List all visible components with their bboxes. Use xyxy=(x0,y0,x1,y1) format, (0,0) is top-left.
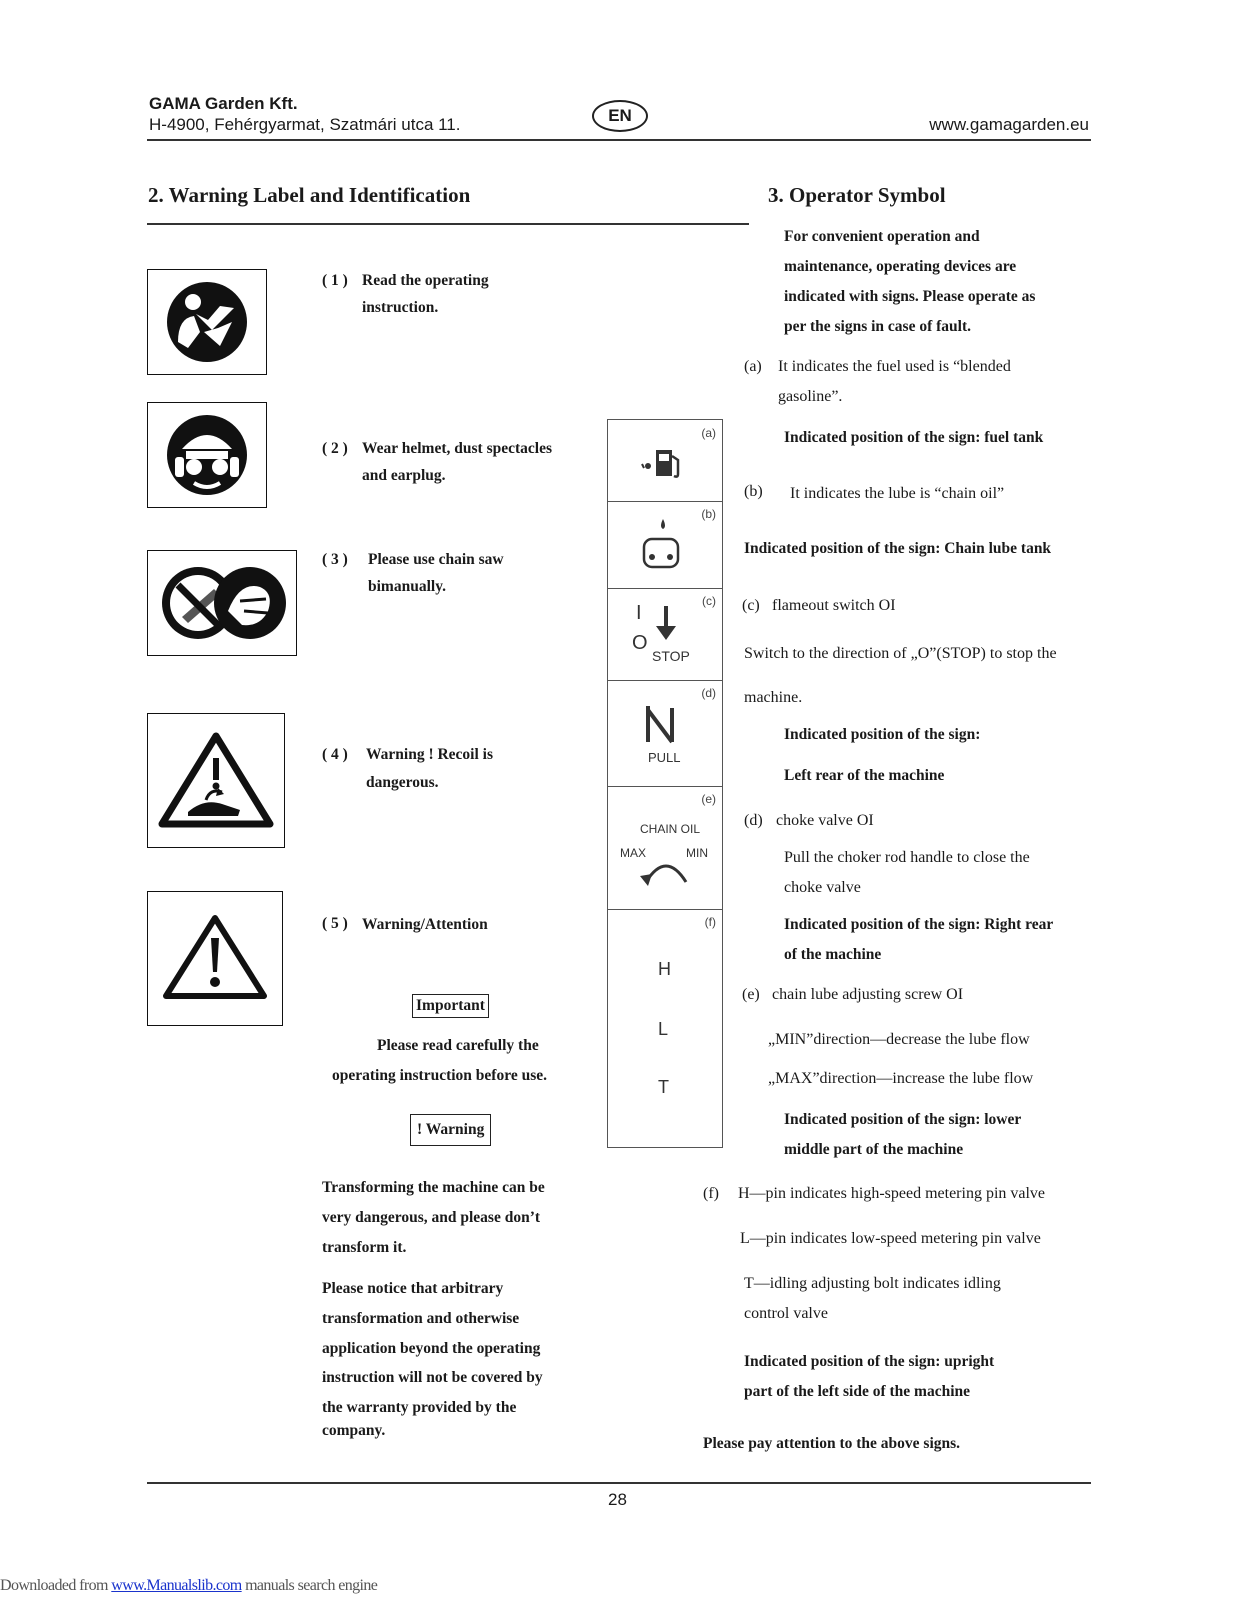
max-text: MAX xyxy=(620,846,647,860)
choke-n-icon xyxy=(644,704,678,744)
down-arrow-icon xyxy=(654,604,678,644)
symbol-f-tag: (f) xyxy=(704,915,716,929)
item-c-label: (c) xyxy=(742,597,760,614)
important-label: Important xyxy=(412,994,489,1018)
label-4-number: ( 4 ) xyxy=(322,746,348,763)
notice-text-3: application beyond the operating xyxy=(322,1340,541,1357)
item-d-pull-2: choke valve xyxy=(784,879,861,896)
item-e-position-2: middle part of the machine xyxy=(784,1141,964,1158)
warning-triangle-icon xyxy=(147,891,283,1026)
h-pin-text: H xyxy=(658,959,671,979)
item-f-h: H—pin indicates high-speed metering pin valve xyxy=(738,1185,1046,1202)
symbol-b-chain-oil xyxy=(608,501,722,589)
item-c-position-1: Indicated position of the sign: xyxy=(784,726,981,743)
label-4-line1: Warning ! Recoil is xyxy=(366,746,494,763)
footer-rule xyxy=(147,1482,1091,1484)
helmet-goggles-earmuffs-icon xyxy=(147,402,267,508)
item-d-position-1: Indicated position of the sign: Right rear xyxy=(784,916,1054,933)
symbol-c-stop-switch xyxy=(608,588,722,681)
label-5-number: ( 5 ) xyxy=(322,915,348,932)
item-d-label: (d) xyxy=(744,812,763,829)
header-rule xyxy=(147,139,1091,141)
item-e-position-1: Indicated position of the sign: lower xyxy=(784,1111,1022,1128)
kickback-warning-icon xyxy=(147,713,285,848)
switch-o-text: O xyxy=(632,632,648,654)
label-3-line1: Please use chain saw xyxy=(368,551,504,568)
item-a-position: Indicated position of the sign: fuel tank xyxy=(784,429,1044,446)
notice-text-2: transformation and otherwise xyxy=(322,1310,520,1327)
label-2-line2: and earplug. xyxy=(362,467,446,484)
item-c-text: flameout switch OI xyxy=(772,597,896,614)
label-2-number: ( 2 ) xyxy=(322,440,348,457)
symbol-d-choke-pull xyxy=(608,680,722,787)
symbol-b-tag: (b) xyxy=(701,507,716,521)
symbol-c-tag: (c) xyxy=(702,594,716,608)
intro-line-1: For convenient operation and xyxy=(784,228,980,245)
t-pin-text: T xyxy=(658,1077,669,1097)
intro-line-2: maintenance, operating devices are xyxy=(784,258,1017,275)
item-f-position-2: part of the left side of the machine xyxy=(744,1383,970,1400)
item-b-text: It indicates the lube is “chain oil” xyxy=(790,485,1005,502)
item-f-l: L—pin indicates low-speed metering pin valve xyxy=(740,1230,1041,1247)
symbol-e-tag: (e) xyxy=(701,792,716,806)
label-2-line1: Wear helmet, dust spectacles xyxy=(362,440,552,457)
symbol-e-chain-oil-flow xyxy=(608,786,722,910)
warning-text-2: very dangerous, and please don’t xyxy=(322,1209,541,1226)
chain-oil-text: CHAIN OIL xyxy=(640,822,701,836)
item-f-label: (f) xyxy=(703,1185,719,1202)
company-website: www.gamagarden.eu xyxy=(929,115,1089,134)
read-manual-icon xyxy=(147,269,267,375)
item-a-text-2: gasoline”. xyxy=(778,388,843,405)
l-pin-text: L xyxy=(658,1019,669,1039)
item-e-label: (e) xyxy=(742,986,760,1003)
download-suffix: manuals search engine xyxy=(245,1577,378,1594)
important-text-2: operating instruction before use. xyxy=(332,1067,547,1084)
label-5-line1: Warning/Attention xyxy=(362,916,488,933)
section2-rule xyxy=(147,223,749,225)
language-badge: EN xyxy=(592,100,648,132)
symbol-f-carburetor-pins xyxy=(608,909,722,1147)
item-a-label: (a) xyxy=(744,358,762,375)
notice-text-4: instruction will not be covered by xyxy=(322,1369,543,1386)
item-d-position-2: of the machine xyxy=(784,946,882,963)
section3-title: 3. Operator Symbol xyxy=(768,183,946,207)
company-address: H-4900, Fehérgyarmat, Szatmári utca 11. xyxy=(149,115,461,134)
stop-text: STOP xyxy=(652,648,690,664)
manualslib-link[interactable]: www.Manualslib.com xyxy=(111,1577,242,1594)
symbol-d-tag: (d) xyxy=(701,686,716,700)
flow-arc-arrow-icon xyxy=(638,850,694,886)
pull-text: PULL xyxy=(648,750,681,765)
item-b-label: (b) xyxy=(744,483,763,500)
symbol-a-fuel xyxy=(608,420,722,502)
closing-note: Please pay attention to the above signs. xyxy=(703,1435,961,1452)
warning-label: ! Warning xyxy=(410,1114,491,1146)
company-name: GAMA Garden Kft. xyxy=(149,94,298,113)
intro-line-4: per the signs in case of fault. xyxy=(784,318,972,335)
min-text: MIN xyxy=(686,846,708,860)
item-c-switch-1: Switch to the direction of „O”(STOP) to stop the xyxy=(744,645,1057,662)
important-text-1: Please read carefully the xyxy=(377,1037,539,1054)
item-e-text: chain lube adjusting screw OI xyxy=(772,986,964,1003)
notice-text-1: Please notice that arbitrary xyxy=(322,1280,504,1297)
item-e-max: „MAX”direction—increase the lube flow xyxy=(768,1070,1034,1087)
warning-text-3: transform it. xyxy=(322,1239,407,1256)
label-3-line2: bimanually. xyxy=(368,578,446,595)
download-prefix: Downloaded from xyxy=(0,1577,108,1594)
item-c-switch-2: machine. xyxy=(744,689,803,706)
operator-symbol-strip xyxy=(607,419,723,1148)
item-d-pull-1: Pull the choker rod handle to close the xyxy=(784,849,1030,866)
item-d-text: choke valve OI xyxy=(776,812,874,829)
two-hands-icon xyxy=(147,550,297,656)
label-1-line2: instruction. xyxy=(362,299,439,316)
label-1-number: ( 1 ) xyxy=(322,272,348,289)
item-f-position-1: Indicated position of the sign: upright xyxy=(744,1353,995,1370)
notice-text-6: company. xyxy=(322,1422,386,1439)
item-c-position-2: Left rear of the machine xyxy=(784,767,945,784)
section2-title: 2. Warning Label and Identification xyxy=(148,183,471,207)
item-f-t-2: control valve xyxy=(744,1305,828,1322)
download-footer xyxy=(0,1577,377,1595)
label-1-line1: Read the operating xyxy=(362,272,489,289)
label-3-number: ( 3 ) xyxy=(322,551,348,568)
notice-text-5: the warranty provided by the xyxy=(322,1399,517,1416)
label-4-line2: dangerous. xyxy=(366,774,439,791)
item-f-t-1: T—idling adjusting bolt indicates idling xyxy=(744,1275,1001,1292)
symbol-a-tag: (a) xyxy=(701,426,716,440)
switch-i-text: I xyxy=(636,602,642,624)
item-a-text-1: It indicates the fuel used is “blended xyxy=(778,358,1011,375)
item-b-position: Indicated position of the sign: Chain lube tank xyxy=(744,540,1052,557)
warning-text-1: Transforming the machine can be xyxy=(322,1179,545,1196)
intro-line-3: indicated with signs. Please operate as xyxy=(784,288,1036,305)
item-e-min: „MIN”direction—decrease the lube flow xyxy=(768,1031,1030,1048)
page-number: 28 xyxy=(608,1490,627,1509)
